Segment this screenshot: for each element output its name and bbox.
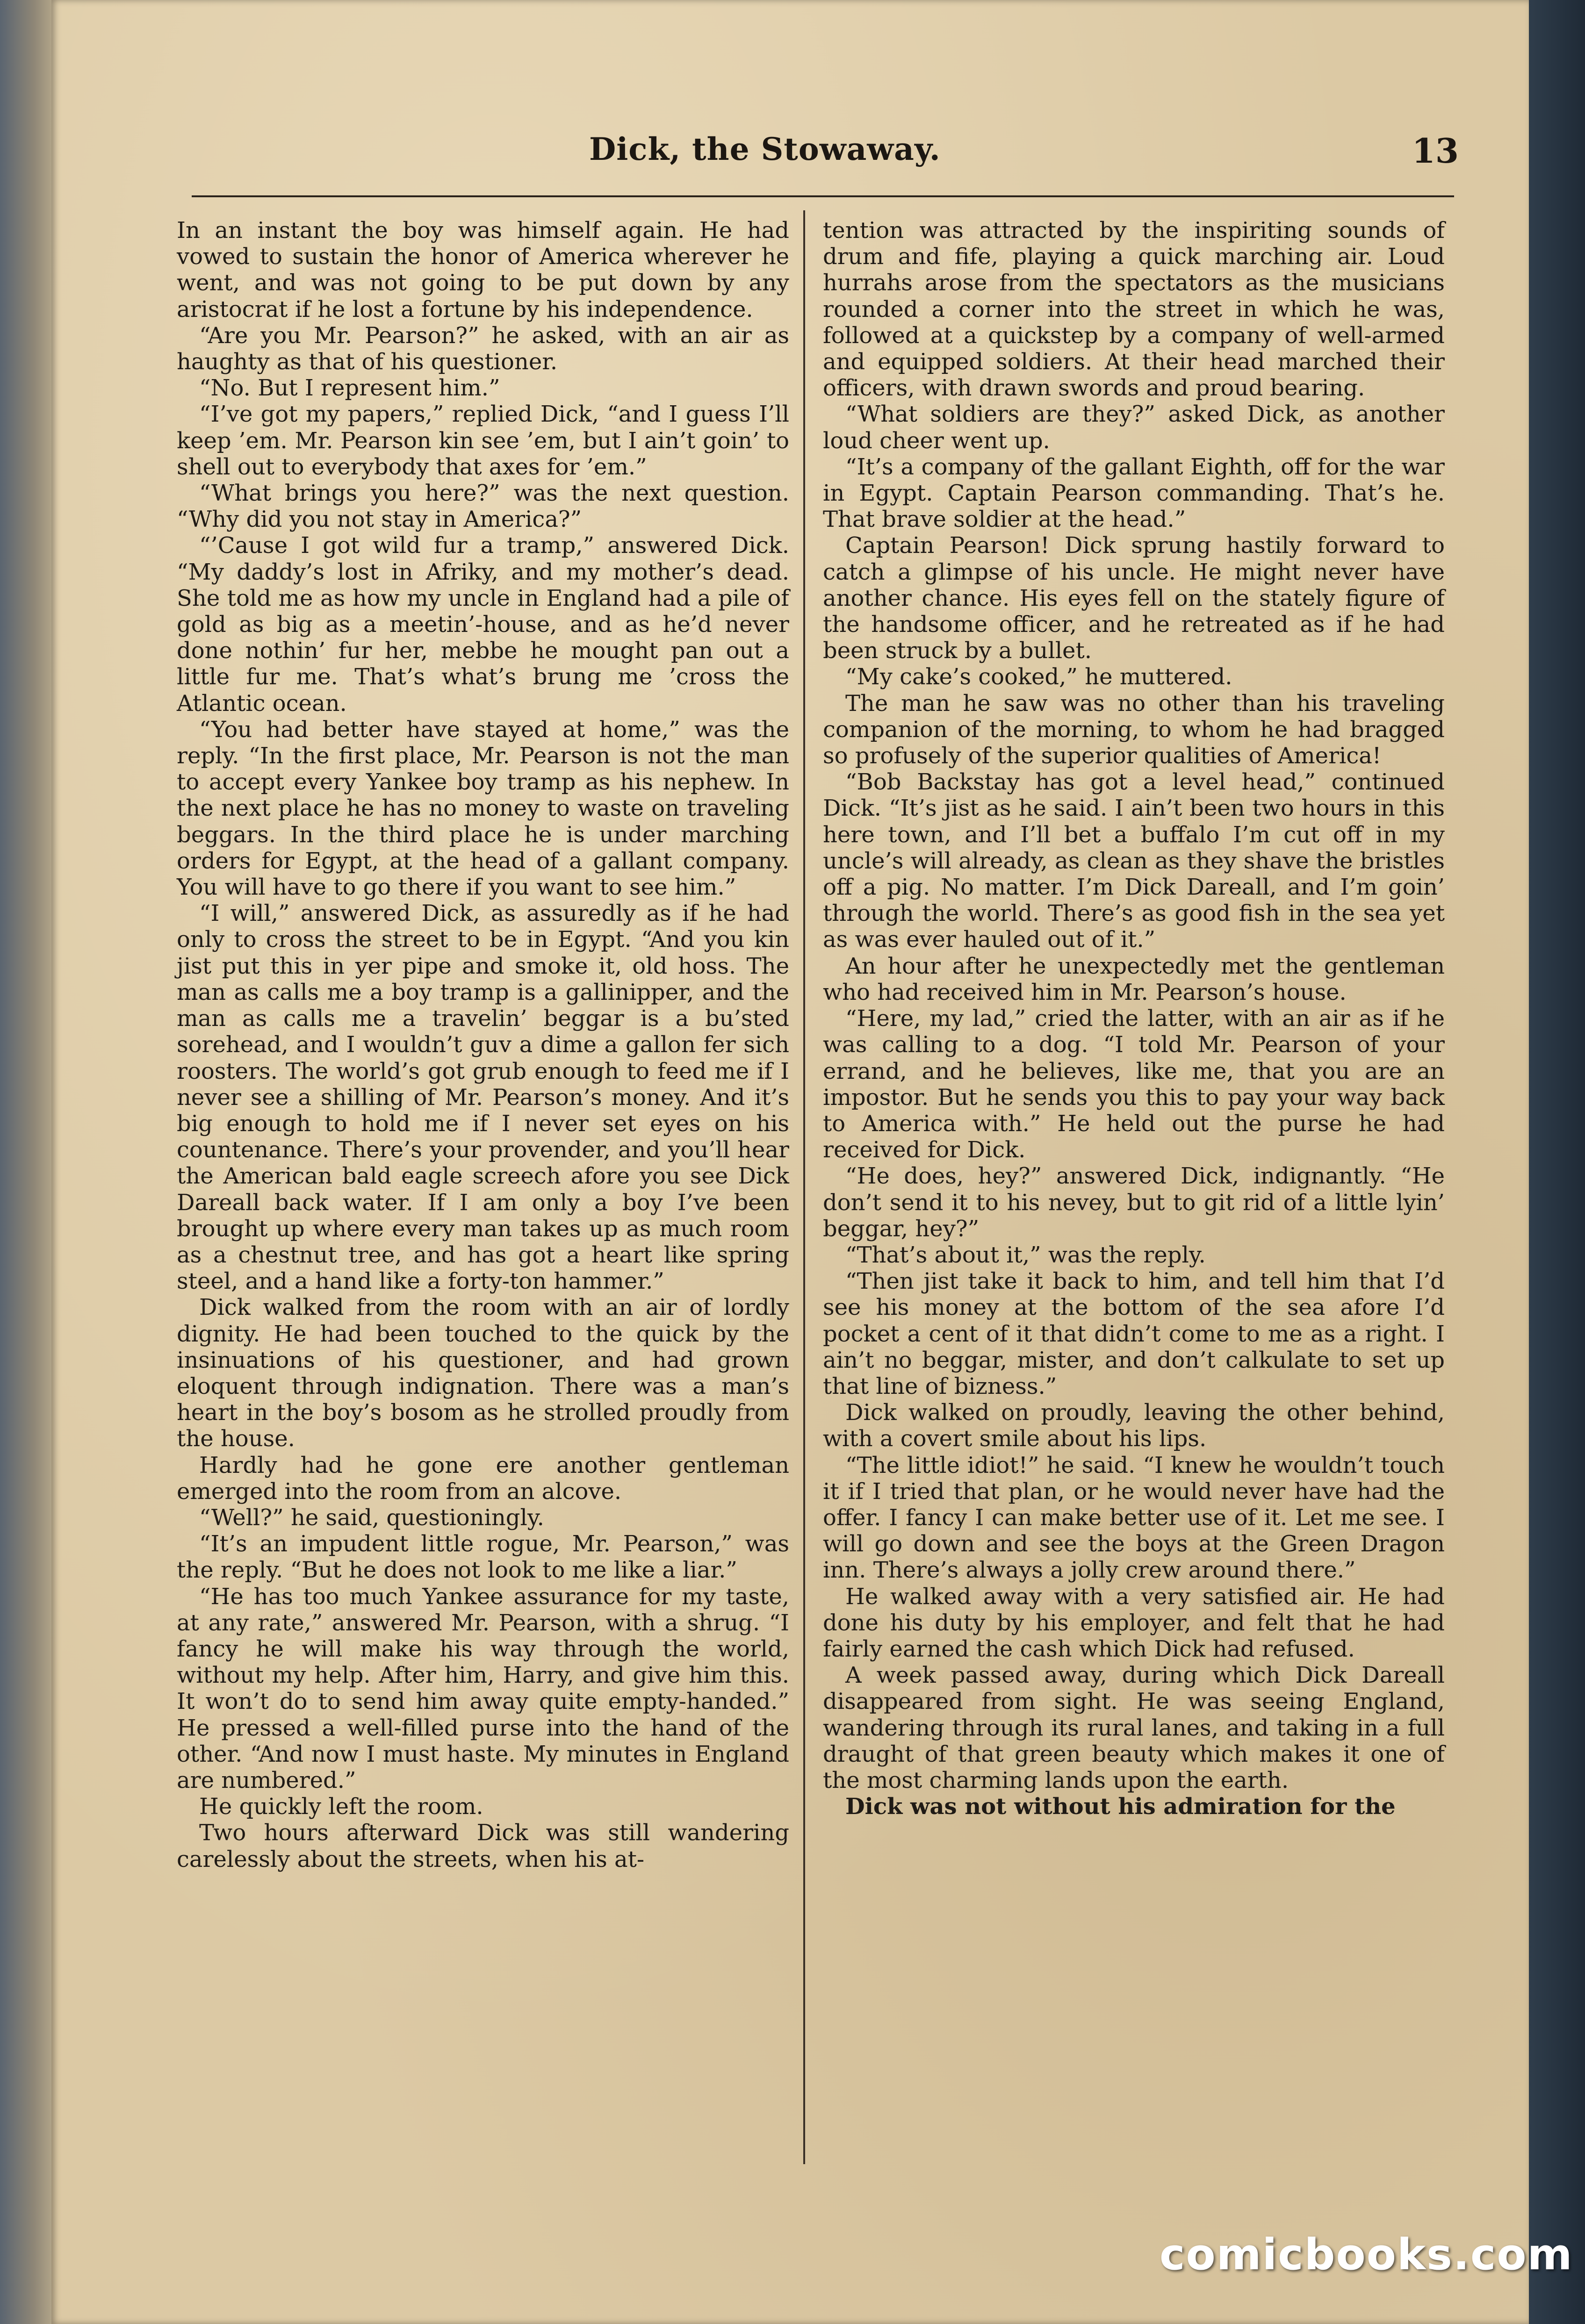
running-header bbox=[589, 131, 1459, 182]
paragraph: “Are you Mr. Pearson?” he asked, with an air as haughty as that of his questioner. bbox=[177, 322, 789, 375]
paragraph: “He does, hey?” answered Dick, indignantly. “He don’t send it to his nevey, but to git rid of a little lyin’ beggar, hey?” bbox=[823, 1163, 1445, 1242]
paragraph: “It’s a company of the gallant Eighth, off for the war in Egypt. Captain Pearson commanding. That’s he. That brave soldier at the head.” bbox=[823, 453, 1445, 533]
paragraph: Two hours afterward Dick was still wandering carelessly about the streets, when his at- bbox=[177, 1820, 789, 1872]
paragraph: “It’s an impudent little rogue, Mr. Pearson,” was the reply. “But he does not look to me like a liar.” bbox=[177, 1531, 789, 1584]
paragraph: “The little idiot!” he said. “I knew he wouldn’t touch it if I tried that plan, or he would never have had the offer. I fancy I can make better use of it. Let me see. I will go down and see the boys at the Green Dragon inn. There’s always a jolly crew around there.” bbox=[823, 1452, 1445, 1584]
paragraph: Dick was not without his admiration for the bbox=[845, 1793, 1396, 1820]
paragraph: He quickly left the room. bbox=[199, 1793, 483, 1820]
watermark: comicbooks.com bbox=[1160, 2230, 1573, 2280]
binding-gutter bbox=[0, 0, 56, 2324]
right-column bbox=[823, 217, 1445, 1820]
paragraph: “I’ve got my papers,” replied Dick, “and I guess I’ll keep ’em. Mr. Pearson kin see ’em, but I ain’t goin’ to shell out to everybody that axes for ’em.” bbox=[177, 401, 789, 480]
running-title: Dick, the Stowaway. bbox=[589, 131, 941, 167]
column-divider bbox=[803, 210, 805, 2164]
paragraph: “What brings you here?” was the next question. “Why did you not stay in America?” bbox=[177, 480, 789, 533]
paragraph: tention was attracted by the inspiriting sounds of drum and fife, playing a quick marching air. Loud hurrahs arose from the spectators as the musicians rounded a corner into the street in which he was, followed at a quickstep by a company of well-armed and equipped soldiers. At their head marched their officers, with drawn swords and proud bearing. bbox=[823, 217, 1445, 402]
paragraph: “Here, my lad,” cried the latter, with an air as if he was calling to a dog. “I told Mr. Pearson of your errand, and he believes, like me, that you are an impostor. But he sends you this to pay your way back to America with.” He held out the purse he had received for Dick. bbox=[823, 1005, 1445, 1163]
paragraph: An hour after he unexpectedly met the gentleman who had received him in Mr. Pearson’s house. bbox=[823, 953, 1445, 1005]
paragraph: “Bob Backstay has got a level head,” continued Dick. “It’s jist as he said. I ain’t been two hours in this here town, and I’ll bet a buffalo I’m cut off in my uncle’s will already, as clean as they shave the bristles off a pig. No matter. I’m Dick Dareall, and I’m goin’ through the world. There’s as good fish in the sea yet as was ever hauled out of it.” bbox=[823, 769, 1445, 953]
paragraph: “You had better have stayed at home,” was the reply. “In the first place, Mr. Pearson is not the man to accept every Yankee boy tramp as his nephew. In the next place he has no money to waste on traveling beggars. In the third place he is under marching orders for Egypt, at the head of a gallant company. You will have to go there if you want to see him.” bbox=[177, 716, 789, 901]
paragraph: Dick walked on proudly, leaving the other behind, with a covert smile about his lips. bbox=[823, 1399, 1445, 1452]
paragraph: In an instant the boy was himself again. He had vowed to sustain the honor of America wherever he went, and was not going to be put down by any aristocrat if he lost a fortune by his independence. bbox=[177, 217, 789, 323]
header-rule bbox=[192, 195, 1454, 197]
paragraph: “No. But I represent him.” bbox=[199, 375, 500, 402]
paragraph: Dick walked from the room with an air of lordly dignity. He had been touched to the quick by the insinuations of his questioner, and had grown eloquent through indignation. There was a man’s heart in the boy’s bosom as he strolled proudly from the house. bbox=[177, 1294, 789, 1452]
paragraph: “That’s about it,” was the reply. bbox=[845, 1241, 1206, 1268]
paragraph: “Then jist take it back to him, and tell him that I’d see his money at the bottom of the sea afore I’d pocket a cent of it that didn’t come to me as a right. I ain’t no beggar, mister, and don’t calkulate to set up that line of bizness.” bbox=[823, 1268, 1445, 1399]
left-column bbox=[177, 217, 789, 1872]
paragraph: “’Cause I got wild fur a tramp,” answered Dick. “My daddy’s lost in Afriky, and my mother’s dead. She told me as how my uncle in England had a pile of gold as big as a meetin’-house, and as he’d never done nothin’ fur her, mebbe he mought pan out a little fur me. That’s what’s brung me ’cross the Atlantic ocean. bbox=[177, 532, 789, 717]
paragraph: “My cake’s cooked,” he muttered. bbox=[845, 664, 1232, 690]
paragraph: A week passed away, during which Dick Dareall disappeared from sight. He was seeing England, wandering through its rural lanes, and taking in a full draught of that green beauty which makes it one of the most charming lands upon the earth. bbox=[823, 1662, 1445, 1793]
paragraph: Hardly had he gone ere another gentleman emerged into the room from an alcove. bbox=[177, 1452, 789, 1505]
paragraph: “He has too much Yankee assurance for my taste, at any rate,” answered Mr. Pearson, with a shrug. “I fancy he will make his way through the world, without my help. After him, Harry, and give him this. It won’t do to send him away quite empty-handed.” He pressed a well-filled purse into the hand of the other. “And now I must haste. My minutes in England are numbered.” bbox=[177, 1583, 789, 1793]
cover-edge bbox=[1529, 0, 1585, 2324]
paragraph: “Well?” he said, questioningly. bbox=[199, 1504, 544, 1531]
paragraph: The man he saw was no other than his traveling companion of the morning, to whom he had bragged so profusely of the superior qualities of America! bbox=[823, 690, 1445, 769]
page-number: 13 bbox=[1412, 131, 1459, 171]
paragraph: “I will,” answered Dick, as assuredly as if he had only to cross the street to be in Egypt. “And you kin jist put this in yer pipe and smoke it, old hoss. The man as calls me a boy tramp is a gallinipper, and the man as calls me a travelin’ beggar is a bu’sted sorehead, and I wouldn’t guv a dime a gallon fer sich roosters. The world’s got grub enough to feed me if I never see a shilling of Mr. Pearson’s money. And it’s big enough to hold me if I never set eyes on his countenance. There’s your provender, and you’ll hear the American bald eagle screech afore you see Dick Dareall back water. If I am only a boy I’ve been brought up where every man takes up as much room as a chestnut tree, and has got a heart like spring steel, and a hand like a forty-ton hammer.” bbox=[177, 900, 789, 1295]
paragraph: He walked away with a very satisfied air. He had done his duty by his employer, and felt that he had fairly earned the cash which Dick had refused. bbox=[823, 1583, 1445, 1662]
paragraph: Captain Pearson! Dick sprung hastily forward to catch a glimpse of his uncle. He might never have another chance. His eyes fell on the stately figure of the handsome officer, and he retreated as if he had been struck by a bullet. bbox=[823, 532, 1445, 664]
paragraph: “What soldiers are they?” asked Dick, as another loud cheer went up. bbox=[823, 401, 1445, 454]
